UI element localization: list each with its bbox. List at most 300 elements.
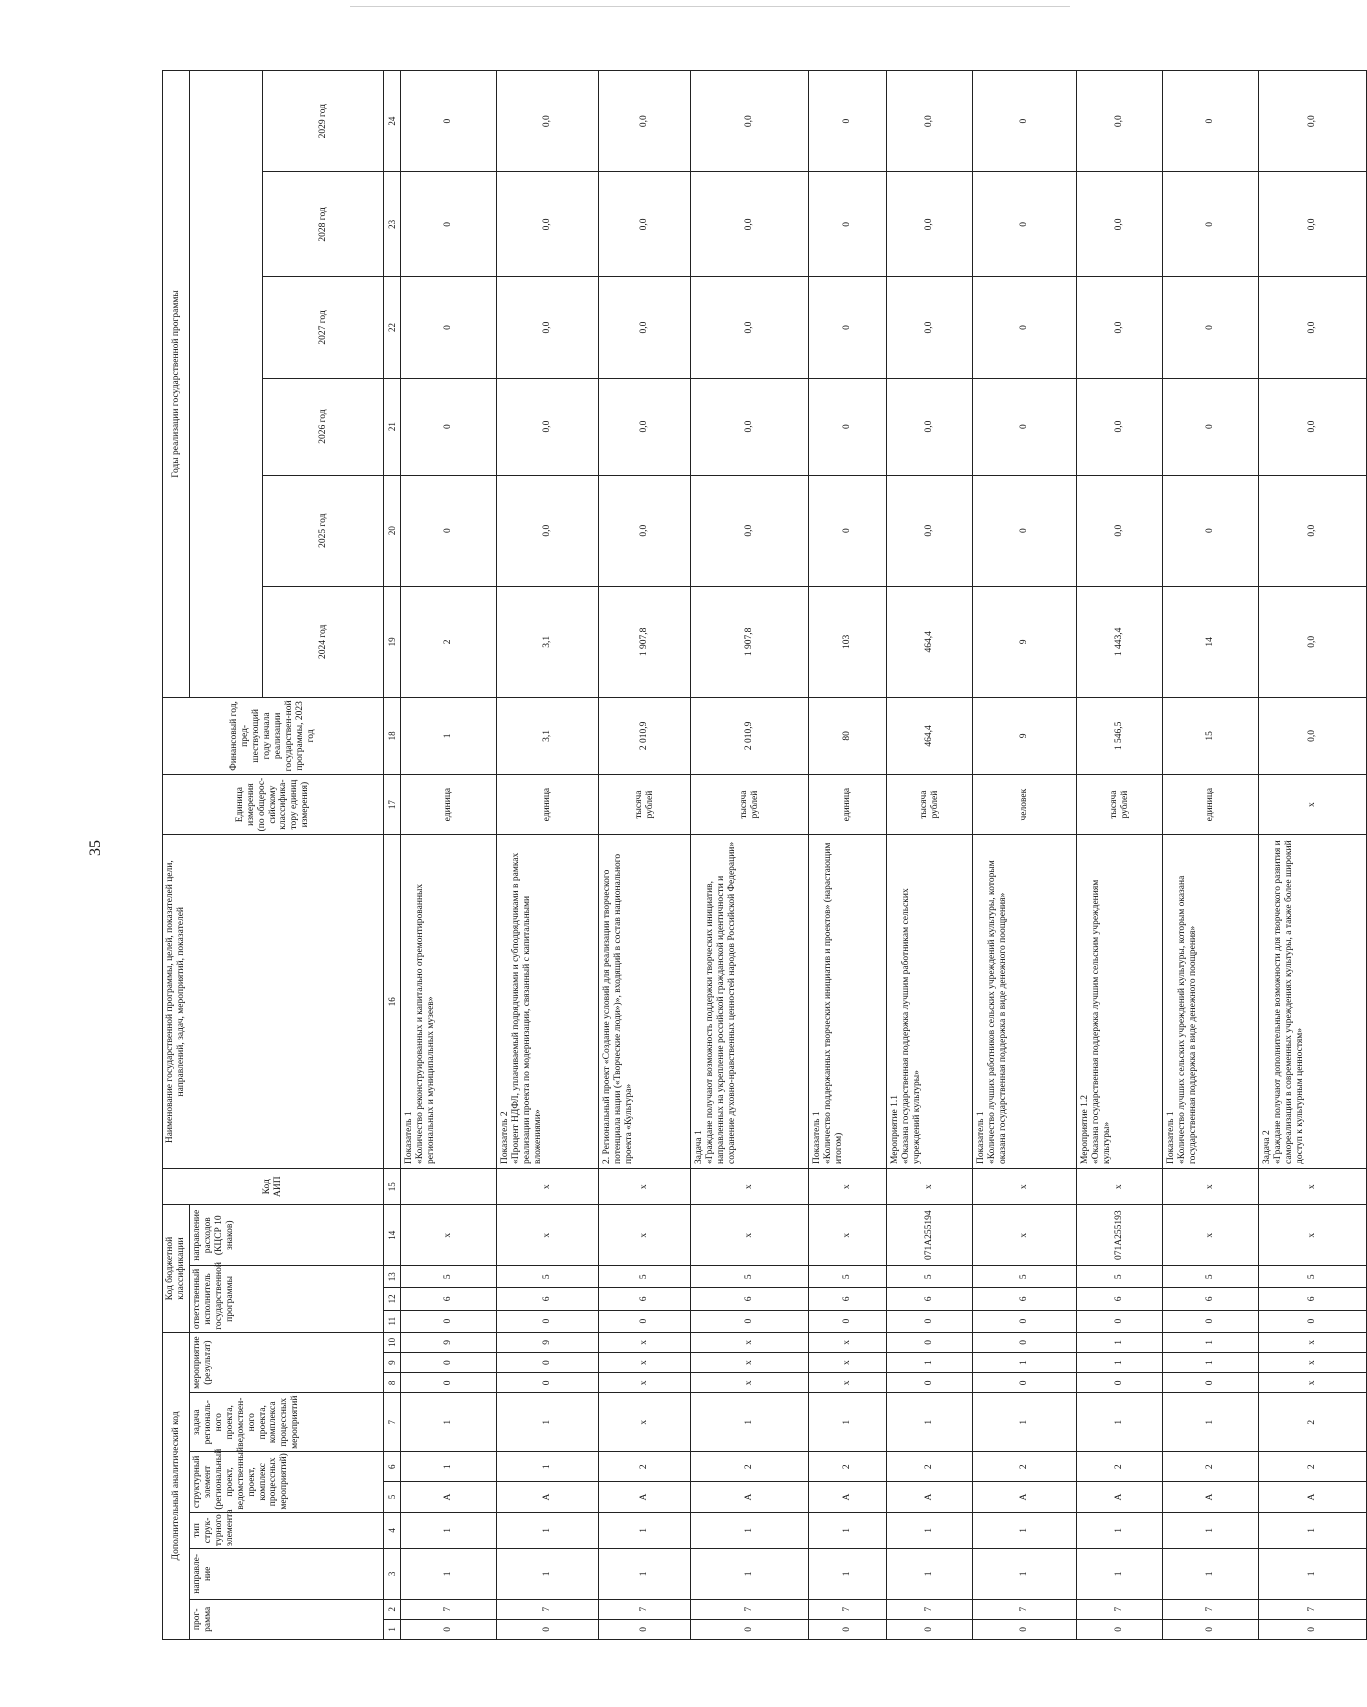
code-cell: х <box>1259 1169 1367 1205</box>
code-cell: х <box>973 1169 1077 1205</box>
code-cell: 0 <box>497 1619 599 1639</box>
code-cell: 1 <box>1259 1549 1367 1600</box>
table-row <box>599 71 691 1640</box>
code-cell: 1 <box>887 1353 973 1373</box>
year-value-cell: 14 <box>1163 586 1259 697</box>
header-year-2026: 2026 год <box>263 378 384 475</box>
code-cell: 1 <box>401 1393 497 1452</box>
code-cell: 1 <box>401 1452 497 1482</box>
code-cell: 0 <box>887 1373 973 1393</box>
code-cell: х <box>599 1205 691 1266</box>
header-napravlenie: направле-ние <box>190 1549 384 1600</box>
code-cell: х <box>1077 1169 1163 1205</box>
code-cell: 9 <box>401 1332 497 1352</box>
year-value-cell: 464,4 <box>887 586 973 697</box>
year-value-cell: 0,0 <box>1259 586 1367 697</box>
year-value-cell: 0 <box>809 277 887 378</box>
year-value-cell: 0 <box>973 277 1077 378</box>
code-cell: х <box>809 1373 887 1393</box>
table-row <box>401 71 497 1640</box>
code-cell: единица <box>1163 774 1259 835</box>
code-cell: 1 <box>497 1393 599 1452</box>
code-cell: А <box>401 1482 497 1512</box>
year-value-cell: 0,0 <box>599 71 691 172</box>
code-cell: х <box>599 1353 691 1373</box>
code-cell: 0 <box>599 1310 691 1332</box>
code-cell: 2 010,9 <box>691 697 809 774</box>
year-value-cell: 0,0 <box>691 172 809 277</box>
code-cell: 0 <box>973 1332 1077 1352</box>
column-number: 9 <box>384 1353 401 1373</box>
year-value-cell: 0 <box>973 378 1077 475</box>
code-cell: х <box>809 1169 887 1205</box>
column-number: 7 <box>384 1393 401 1452</box>
header-kod-aip: Код АИП <box>163 1169 384 1205</box>
year-value-cell: 0 <box>1163 172 1259 277</box>
table-row <box>1163 71 1259 1640</box>
year-value-cell: 3,1 <box>497 586 599 697</box>
code-cell: 5 <box>691 1266 809 1288</box>
header-tip: тип струк-турного элемента <box>190 1512 384 1548</box>
year-value-cell: 0 <box>1163 71 1259 172</box>
code-cell: 7 <box>1259 1599 1367 1619</box>
code-cell: 2 <box>691 1452 809 1482</box>
code-cell: х <box>691 1332 809 1352</box>
column-number: 11 <box>384 1310 401 1332</box>
code-cell: 6 <box>809 1288 887 1310</box>
code-cell: 6 <box>599 1288 691 1310</box>
code-cell: 5 <box>1259 1266 1367 1288</box>
code-cell: 0 <box>1077 1619 1163 1639</box>
code-cell: х <box>497 1205 599 1266</box>
header-unit: Единица измерения (по общерос-сийскому классифика-тору единиц измерения) <box>163 774 384 835</box>
table-row <box>1077 71 1163 1640</box>
header-otv-ispolnitel: ответственный исполнитель государственной программы <box>190 1266 384 1333</box>
code-cell: 0 <box>1163 1619 1259 1639</box>
column-number: 13 <box>384 1266 401 1288</box>
code-cell: 1 <box>887 1393 973 1452</box>
code-cell: х <box>809 1332 887 1352</box>
code-cell: 6 <box>401 1288 497 1310</box>
year-value-cell: 0 <box>973 172 1077 277</box>
header-year-2025: 2025 год <box>263 475 384 586</box>
code-cell: 7 <box>691 1599 809 1619</box>
year-value-cell: 0 <box>401 277 497 378</box>
row-name-cell: Мероприятие 1.1 «Оказана государственная поддержка лучшим работникам сельских учреждений культуры» <box>887 835 973 1169</box>
header-meropriyatie: мероприятие (результат) <box>190 1332 384 1393</box>
code-cell: 1 <box>1163 1353 1259 1373</box>
table-row <box>691 71 809 1640</box>
row-name-cell: Показатель 1 «Количество лучших сельских учреждений культуры, которым оказана государственная поддержка в виде денежного поощрения» <box>1163 835 1259 1169</box>
code-cell: человек <box>973 774 1077 835</box>
header-year-2024: 2024 год <box>263 586 384 697</box>
code-cell: 9 <box>973 697 1077 774</box>
code-cell: 0 <box>887 1310 973 1332</box>
code-cell: 2 010,9 <box>599 697 691 774</box>
year-value-cell: 0 <box>1163 475 1259 586</box>
code-cell: 0 <box>973 1619 1077 1639</box>
row-name-cell: Показатель 1 «Количество лучших работников сельских учреждений культуры, которым оказана государственная поддержка в виде денежного поощрения» <box>973 835 1077 1169</box>
code-cell: 7 <box>1163 1599 1259 1619</box>
code-cell: 0 <box>887 1619 973 1639</box>
code-cell <box>401 1169 497 1205</box>
year-value-cell: 0,0 <box>599 277 691 378</box>
code-cell: 2 <box>1077 1452 1163 1482</box>
code-cell: 1 <box>1163 1393 1259 1452</box>
code-cell: 6 <box>1259 1288 1367 1310</box>
code-cell: 1 <box>1163 1512 1259 1548</box>
column-number: 17 <box>384 774 401 835</box>
code-cell: х <box>691 1205 809 1266</box>
code-cell: единица <box>809 774 887 835</box>
year-value-cell: 103 <box>809 586 887 697</box>
code-cell: 1 <box>599 1549 691 1600</box>
code-cell: 3,1 <box>497 697 599 774</box>
code-cell: 1 <box>1163 1332 1259 1352</box>
column-number: 20 <box>384 475 401 586</box>
code-cell: х <box>1163 1169 1259 1205</box>
code-cell: 0 <box>1077 1373 1163 1393</box>
column-number: 23 <box>384 172 401 277</box>
code-cell: 1 <box>973 1549 1077 1600</box>
year-value-cell: 0,0 <box>599 378 691 475</box>
year-value-cell: 2 <box>401 586 497 697</box>
code-cell: 5 <box>973 1266 1077 1288</box>
year-value-cell: 1 907,8 <box>691 586 809 697</box>
year-value-cell: 0,0 <box>887 172 973 277</box>
header-years-group: Годы реализации государственной программы <box>163 71 190 698</box>
column-number: 2 <box>384 1599 401 1619</box>
year-value-cell: 0,0 <box>1259 277 1367 378</box>
code-cell: 2 <box>973 1452 1077 1482</box>
code-cell: А <box>691 1482 809 1512</box>
column-number: 1 <box>384 1619 401 1639</box>
table-row <box>973 71 1077 1640</box>
code-cell: 1 <box>1077 1332 1163 1352</box>
code-cell: х <box>401 1205 497 1266</box>
code-cell: тысяча рублей <box>691 774 809 835</box>
year-value-cell: 0,0 <box>887 71 973 172</box>
code-cell: 1 546,5 <box>1077 697 1163 774</box>
code-cell: 0 <box>497 1373 599 1393</box>
program-table-sheet <box>162 70 1318 1640</box>
code-cell: 6 <box>1077 1288 1163 1310</box>
header-year-2027: 2027 год <box>263 277 384 378</box>
code-cell: 1 <box>497 1452 599 1482</box>
header-programma: прог-рамма <box>190 1599 384 1639</box>
year-value-cell: 0 <box>973 71 1077 172</box>
code-cell: 5 <box>401 1266 497 1288</box>
year-value-cell: 0 <box>401 71 497 172</box>
code-cell: 1 <box>497 1512 599 1548</box>
code-cell: А <box>497 1482 599 1512</box>
header-base-year: Финансовый год, пред-шествующий году начала реализации государствен-ной программы, 2023 год <box>163 697 384 774</box>
code-cell: 5 <box>887 1266 973 1288</box>
column-number: 5 <box>384 1482 401 1512</box>
year-value-cell: 0,0 <box>1077 71 1163 172</box>
row-name-cell: 2. Региональный проект «Создание условий для реализации творческого потенциала нации («Творческие люди»)», входящий в состав национального проекта «Культура» <box>599 835 691 1169</box>
row-name-cell: Показатель 1 «Количество поддержанных творческих инициатив и проектов» (нарастающим итогом) <box>809 835 887 1169</box>
code-cell: 0 <box>401 1373 497 1393</box>
code-cell: единица <box>497 774 599 835</box>
code-cell: 0 <box>401 1353 497 1373</box>
code-cell: 0 <box>809 1310 887 1332</box>
year-value-cell: 0,0 <box>1077 475 1163 586</box>
code-cell: х <box>1259 1353 1367 1373</box>
column-number: 14 <box>384 1205 401 1266</box>
code-cell: 0 <box>973 1373 1077 1393</box>
code-cell: 464,4 <box>887 697 973 774</box>
code-cell: 1 <box>1077 1353 1163 1373</box>
code-cell: 1 <box>691 1549 809 1600</box>
code-cell: 1 <box>809 1393 887 1452</box>
code-cell: 1 <box>497 1549 599 1600</box>
code-cell: х <box>1163 1205 1259 1266</box>
row-name-cell: Задача 2 «Граждане получают дополнительные возможности для творческого развития и самореализации в современных учреждениях культуры, а также более широкий доступ к культурным ценностям» <box>1259 835 1367 1169</box>
code-cell: 1 <box>691 1512 809 1548</box>
program-table-body <box>401 71 1367 1640</box>
year-value-cell: 0,0 <box>1259 71 1367 172</box>
year-value-cell: 0,0 <box>1259 172 1367 277</box>
code-cell: 0 <box>809 1619 887 1639</box>
code-cell: А <box>809 1482 887 1512</box>
year-value-cell: 0,0 <box>599 475 691 586</box>
code-cell: 6 <box>691 1288 809 1310</box>
header-napravlenie-rashodov: направление расходов (КЦСР 10 знаков) <box>190 1205 384 1266</box>
page-number: 35 <box>87 840 104 856</box>
code-cell: 0,0 <box>1259 697 1367 774</box>
code-cell: 7 <box>809 1599 887 1619</box>
code-cell: х <box>809 1353 887 1373</box>
code-cell: 7 <box>1077 1599 1163 1619</box>
year-value-cell: 0,0 <box>497 172 599 277</box>
code-cell: 0 <box>497 1310 599 1332</box>
code-cell: 1 <box>973 1512 1077 1548</box>
row-name-cell: Мероприятие 1.2 «Оказана государственная поддержка лучшим сельским учреждениям культуры» <box>1077 835 1163 1169</box>
code-cell: 1 <box>401 1512 497 1548</box>
code-cell: 6 <box>1163 1288 1259 1310</box>
year-value-cell: 9 <box>973 586 1077 697</box>
year-value-cell: 0 <box>809 71 887 172</box>
year-value-cell: 0,0 <box>691 277 809 378</box>
code-cell: 0 <box>691 1619 809 1639</box>
code-cell: 5 <box>809 1266 887 1288</box>
table-row <box>887 71 973 1640</box>
code-cell: х <box>887 1169 973 1205</box>
code-cell: 5 <box>599 1266 691 1288</box>
code-cell: 0 <box>401 1619 497 1639</box>
column-number: 24 <box>384 71 401 172</box>
program-table <box>162 70 1367 1640</box>
code-cell: х <box>599 1332 691 1352</box>
year-value-cell: 0 <box>1163 277 1259 378</box>
column-number: 6 <box>384 1452 401 1482</box>
code-cell: 0 <box>1163 1310 1259 1332</box>
code-cell: 1 <box>599 1512 691 1548</box>
year-value-cell: 0,0 <box>887 378 973 475</box>
code-cell: 1 <box>887 1549 973 1600</box>
table-row <box>809 71 887 1640</box>
year-value-cell: 0,0 <box>1259 475 1367 586</box>
column-number: 22 <box>384 277 401 378</box>
column-number: 8 <box>384 1373 401 1393</box>
code-cell: 0 <box>1163 1373 1259 1393</box>
header-year-2028: 2028 год <box>263 172 384 277</box>
year-value-cell: 0,0 <box>497 277 599 378</box>
code-cell: 2 <box>809 1452 887 1482</box>
year-value-cell: 0,0 <box>887 475 973 586</box>
year-value-cell: 0,0 <box>1259 378 1367 475</box>
code-cell: 0 <box>497 1353 599 1373</box>
year-value-cell: 0,0 <box>691 378 809 475</box>
code-cell: А <box>887 1482 973 1512</box>
code-cell: 80 <box>809 697 887 774</box>
code-cell: А <box>599 1482 691 1512</box>
code-cell: 2 <box>599 1452 691 1482</box>
year-value-cell: 0 <box>809 475 887 586</box>
year-value-cell: 0,0 <box>599 172 691 277</box>
year-value-cell: 0,0 <box>1077 277 1163 378</box>
table-row <box>497 71 599 1640</box>
column-number: 19 <box>384 586 401 697</box>
code-cell: х <box>1259 1332 1367 1352</box>
code-cell: 15 <box>1163 697 1259 774</box>
code-cell: 5 <box>1163 1266 1259 1288</box>
year-value-cell: 1 443,4 <box>1077 586 1163 697</box>
code-cell: 1 <box>809 1512 887 1548</box>
code-cell: 1 <box>1077 1393 1163 1452</box>
column-number: 16 <box>384 835 401 1169</box>
year-value-cell: 0,0 <box>887 277 973 378</box>
year-value-cell: 0 <box>1163 378 1259 475</box>
year-value-cell: 0 <box>809 172 887 277</box>
column-number: 15 <box>384 1169 401 1205</box>
year-value-cell: 1 907,8 <box>599 586 691 697</box>
code-cell: х <box>809 1205 887 1266</box>
code-cell: 5 <box>1077 1266 1163 1288</box>
code-cell: 6 <box>887 1288 973 1310</box>
code-cell: 0 <box>973 1310 1077 1332</box>
code-cell: х <box>599 1373 691 1393</box>
year-value-cell: 0,0 <box>497 378 599 475</box>
code-cell: А <box>1077 1482 1163 1512</box>
row-name-cell: Показатель 1 «Количество реконструированных и капитально отремонтированных региональных и муниципальных музеев» <box>401 835 497 1169</box>
code-cell: 1 <box>1077 1549 1163 1600</box>
header-year-2029: 2029 год <box>263 71 384 172</box>
code-cell: 0 <box>1077 1310 1163 1332</box>
code-cell: х <box>599 1393 691 1452</box>
code-cell: тысяча рублей <box>887 774 973 835</box>
code-cell: 7 <box>497 1599 599 1619</box>
code-cell: х <box>691 1373 809 1393</box>
code-cell: х <box>973 1205 1077 1266</box>
code-cell: х <box>691 1169 809 1205</box>
header-strukturnyi-element: структурный элемент (региональный проект, ведомственный проект, комплекс процессных мероприятий) <box>190 1452 384 1513</box>
year-value-cell: 0,0 <box>691 475 809 586</box>
code-cell: 7 <box>973 1599 1077 1619</box>
row-name-cell: Показатель 2 «Процент НДФЛ, уплачиваемый подрядчиками и субподрядчиками в рамках реализации проекта по модернизации, связанный с капитальными вложениями» <box>497 835 599 1169</box>
code-cell: 7 <box>599 1599 691 1619</box>
code-cell: 6 <box>973 1288 1077 1310</box>
code-cell: 1 <box>401 1549 497 1600</box>
code-cell: 0 <box>1259 1310 1367 1332</box>
code-cell: х <box>1259 774 1367 835</box>
code-cell: 1 <box>973 1353 1077 1373</box>
code-cell: 5 <box>497 1266 599 1288</box>
code-cell: х <box>691 1353 809 1373</box>
table-row <box>1259 71 1367 1640</box>
code-cell: 1 <box>973 1393 1077 1452</box>
code-cell: 071А255193 <box>1077 1205 1163 1266</box>
code-cell: 7 <box>887 1599 973 1619</box>
scan-edge-line <box>350 6 1070 7</box>
code-cell: 0 <box>887 1332 973 1352</box>
header-name: Наименование государственной программы, целей, показателей цели, направлений, задач, мероприятий, показателей <box>163 835 384 1169</box>
code-cell: 2 <box>1259 1452 1367 1482</box>
column-number: 4 <box>384 1512 401 1548</box>
header-years-spacer <box>190 71 263 698</box>
code-cell: А <box>973 1482 1077 1512</box>
code-cell: тысяча рублей <box>1077 774 1163 835</box>
code-cell: 2 <box>887 1452 973 1482</box>
column-number: 3 <box>384 1549 401 1600</box>
code-cell: 0 <box>1259 1619 1367 1639</box>
code-cell: 1 <box>691 1393 809 1452</box>
code-cell: 0 <box>691 1310 809 1332</box>
code-cell: 1 <box>401 697 497 774</box>
column-number-row <box>384 71 401 1640</box>
column-number: 12 <box>384 1288 401 1310</box>
column-number: 18 <box>384 697 401 774</box>
code-cell: х <box>599 1169 691 1205</box>
code-cell: 7 <box>401 1599 497 1619</box>
column-number: 10 <box>384 1332 401 1352</box>
code-cell: 1 <box>1077 1512 1163 1548</box>
year-value-cell: 0,0 <box>497 71 599 172</box>
code-cell: х <box>1259 1373 1367 1393</box>
code-cell: 1 <box>1259 1512 1367 1548</box>
code-cell: А <box>1259 1482 1367 1512</box>
code-cell: 0 <box>401 1310 497 1332</box>
code-cell: 6 <box>497 1288 599 1310</box>
code-cell: единица <box>401 774 497 835</box>
code-cell: 9 <box>497 1332 599 1352</box>
header-additional-analytic-code: Дополнительный аналитический код <box>163 1332 190 1639</box>
code-cell: 1 <box>887 1512 973 1548</box>
header-budget-classification: Код бюджетной классификации <box>163 1205 190 1332</box>
code-cell: х <box>1259 1205 1367 1266</box>
code-cell: 0 <box>599 1619 691 1639</box>
year-value-cell: 0,0 <box>1077 172 1163 277</box>
year-value-cell: 0 <box>401 172 497 277</box>
row-name-cell: Задача 1 «Граждане получают возможность поддержки творческих инициатив, направленных на укрепление российской гражданской идентичности и сохранение духовно-нравственных ценностей народов Российской Федерации» <box>691 835 809 1169</box>
year-value-cell: 0,0 <box>1077 378 1163 475</box>
year-value-cell: 0 <box>401 378 497 475</box>
year-value-cell: 0,0 <box>497 475 599 586</box>
year-value-cell: 0 <box>401 475 497 586</box>
code-cell: А <box>1163 1482 1259 1512</box>
code-cell: тысяча рублей <box>599 774 691 835</box>
code-cell: х <box>497 1169 599 1205</box>
code-cell: 1 <box>809 1549 887 1600</box>
code-cell: 2 <box>1259 1393 1367 1452</box>
header-zadacha: задача региональ-ного проекта, ведомствен-ного проекта, комплекса процессных мероприятий <box>190 1393 384 1452</box>
code-cell: 1 <box>1163 1549 1259 1600</box>
column-number: 21 <box>384 378 401 475</box>
year-value-cell: 0,0 <box>691 71 809 172</box>
code-cell: 071А255194 <box>887 1205 973 1266</box>
code-cell: 2 <box>1163 1452 1259 1482</box>
